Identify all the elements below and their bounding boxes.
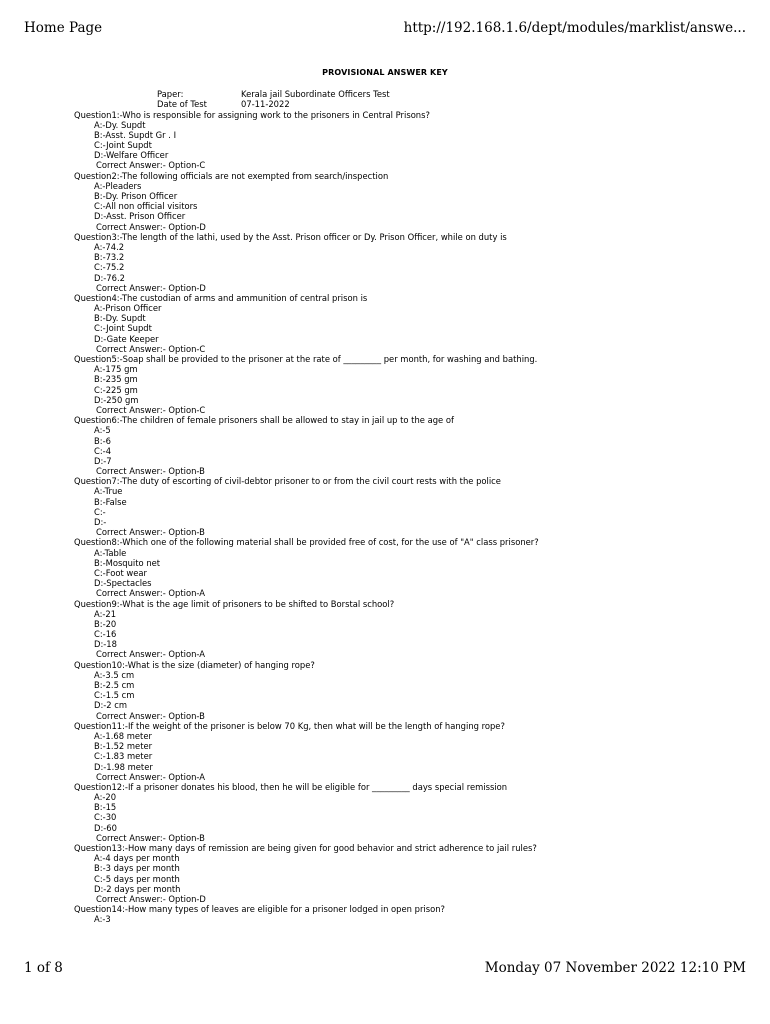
question-text: Question1:-Who is responsible for assigning work to the prisoners in Central Prisons?	[74, 109, 430, 120]
page-number: 1 of 8	[24, 960, 63, 976]
correct-answer: Correct Answer:- Option-D	[96, 282, 206, 293]
answer-option: D:-Gate Keeper	[94, 333, 159, 344]
question-text: Question5:-Soap shall be provided to the prisoner at the rate of _________ per month, for washing and bathing.	[74, 354, 538, 364]
answer-option: A:-74.2	[94, 241, 125, 252]
answer-option: D:-Spectacles	[94, 578, 152, 589]
question-block	[74, 476, 754, 537]
correct-answer: Correct Answer:- Option-C	[96, 404, 206, 415]
question-text: Question11:-If the weight of the prisoner is below 70 Kg, then what will be the length of hanging rope?	[74, 720, 505, 731]
correct-answer: Correct Answer:- Option-C	[96, 160, 206, 171]
answer-option: B:-15	[94, 802, 117, 813]
print-header	[24, 20, 746, 36]
question-text: Question4:-The custodian of arms and ammunition of central prison is	[74, 292, 368, 303]
header-url: http://192.168.1.6/dept/modules/marklist/answe...	[403, 20, 746, 36]
answer-option: A:-True	[94, 486, 123, 497]
answer-option: A:-20	[94, 792, 117, 803]
answer-option: C:-30	[94, 812, 117, 823]
answer-option: A:-3.5 cm	[94, 669, 135, 680]
paper-label: Paper:	[157, 89, 184, 99]
correct-answer: Correct Answer:- Option-B	[96, 832, 205, 843]
question-block	[74, 110, 754, 171]
question-text: Question3:-The length of the lathi, used by the Asst. Prison officer or Dy. Prison Officer, while on duty is	[74, 231, 507, 242]
answer-option: B:-False	[94, 496, 127, 507]
answer-option: A:-1.68 meter	[94, 730, 152, 741]
answer-option: C:-1.5 cm	[94, 690, 135, 701]
answer-option: C:-All non official visitors	[94, 201, 198, 212]
correct-answer: Correct Answer:- Option-A	[96, 771, 205, 782]
answer-option: A:-5	[94, 425, 111, 436]
question-block	[74, 537, 754, 598]
date-row	[157, 99, 290, 109]
answer-option: D:-	[94, 517, 107, 527]
answer-option: C:-Joint Supdt	[94, 323, 152, 334]
answer-option: B:-73.2	[94, 252, 125, 263]
answer-option: D:-Welfare Officer	[94, 150, 169, 161]
answer-option: C:-16	[94, 629, 117, 640]
answer-option: B:-20	[94, 618, 117, 629]
question-text: Question6:-The children of female prisoners shall be allowed to stay in jail up to the age of	[74, 415, 454, 426]
answer-option: A:-Pleaders	[94, 180, 142, 191]
answer-option: D:-2 cm	[94, 700, 128, 711]
paper-row	[157, 89, 390, 99]
question-text: Question14:-How many types of leaves are eligible for a prisoner lodged in open prison?	[74, 904, 445, 915]
answer-option: A:-21	[94, 608, 117, 619]
question-block	[74, 171, 754, 232]
answer-option: D:-250 gm	[94, 394, 139, 405]
answer-option: D:-60	[94, 822, 117, 833]
answer-option: B:-Asst. Supdt Gr . I	[94, 129, 177, 140]
answer-option: A:-3	[94, 914, 111, 925]
answer-option: A:-4 days per month	[94, 853, 180, 864]
answer-option: D:-18	[94, 639, 117, 650]
question-text: Question7:-The duty of escorting of civil-debtor prisoner to or from the civil court rests with the police	[74, 476, 501, 487]
correct-answer: Correct Answer:- Option-D	[96, 893, 206, 904]
question-text: Question13:-How many days of remission are being given for good behavior and strict adherence to jail rules?	[74, 843, 537, 853]
correct-answer: Correct Answer:- Option-B	[96, 527, 205, 538]
answer-option: C:-Joint Supdt	[94, 140, 152, 151]
correct-answer: Correct Answer:- Option-A	[96, 649, 205, 660]
answer-option: C:-1.83 meter	[94, 751, 153, 762]
question-text: Question8:-Which one of the following material shall be provided free of cost, for the use of "A" class prisoner?	[74, 537, 539, 548]
correct-answer: Correct Answer:- Option-B	[96, 710, 205, 721]
document-title: PROVISIONAL ANSWER KEY	[322, 68, 448, 77]
answer-option: B:-2.5 cm	[94, 680, 135, 690]
answer-option: B:-1.52 meter	[94, 741, 153, 752]
question-block	[74, 843, 754, 904]
date-label: Date of Test	[157, 99, 207, 109]
answer-option: D:-7	[94, 455, 112, 466]
answer-option: D:-1.98 meter	[94, 761, 153, 772]
correct-answer: Correct Answer:- Option-C	[96, 343, 206, 354]
answer-option: B:-Dy. Supdt	[94, 313, 146, 324]
question-block	[74, 415, 754, 476]
answer-option: A:-175 gm	[94, 364, 138, 375]
answer-option: C:-	[94, 506, 106, 517]
question-block	[74, 354, 754, 415]
answer-option: A:-Prison Officer	[94, 303, 162, 314]
answer-option: C:-Foot wear	[94, 567, 147, 578]
question-text: Question12:-If a prisoner donates his blood, then he will be eligible for _________ days special remission	[74, 781, 508, 792]
question-block	[74, 232, 754, 293]
answer-option: D:-76.2	[94, 272, 125, 283]
answer-option: D:-2 days per month	[94, 883, 181, 894]
answer-option: A:-Table	[94, 547, 127, 558]
answer-option: D:-Asst. Prison Officer	[94, 211, 186, 222]
answer-option: C:-4	[94, 445, 112, 456]
question-block	[74, 660, 754, 721]
print-footer	[24, 960, 746, 976]
answer-option: B:-6	[94, 435, 111, 446]
correct-answer: Correct Answer:- Option-D	[96, 221, 206, 232]
question-block	[74, 782, 754, 843]
question-text: Question9:-What is the age limit of prisoners to be shifted to Borstal school?	[74, 598, 395, 609]
answer-option: C:-5 days per month	[94, 873, 180, 884]
question-text: Question2:-The following officials are not exempted from search/inspection	[74, 170, 389, 181]
answer-option: B:-3 days per month	[94, 863, 180, 874]
answer-option: C:-225 gm	[94, 384, 138, 395]
date-value: 07-11-2022	[241, 99, 290, 109]
question-block	[74, 599, 754, 660]
question-block	[74, 293, 754, 354]
answer-option: B:-235 gm	[94, 374, 138, 385]
question-block	[74, 904, 754, 924]
print-timestamp: Monday 07 November 2022 12:10 PM	[484, 960, 746, 976]
answer-option: C:-75.2	[94, 262, 125, 273]
correct-answer: Correct Answer:- Option-A	[96, 588, 205, 599]
question-block	[74, 721, 754, 782]
answer-option: A:-Dy. Supdt	[94, 119, 146, 130]
question-text: Question10:-What is the size (diameter) of hanging rope?	[74, 659, 315, 670]
correct-answer: Correct Answer:- Option-B	[96, 466, 205, 477]
header-page-title: Home Page	[24, 20, 103, 36]
question-list	[74, 110, 754, 925]
paper-value: Kerala jail Subordinate Officers Test	[241, 89, 390, 99]
answer-option: B:-Dy. Prison Officer	[94, 191, 178, 201]
answer-option: B:-Mosquito net	[94, 557, 161, 568]
